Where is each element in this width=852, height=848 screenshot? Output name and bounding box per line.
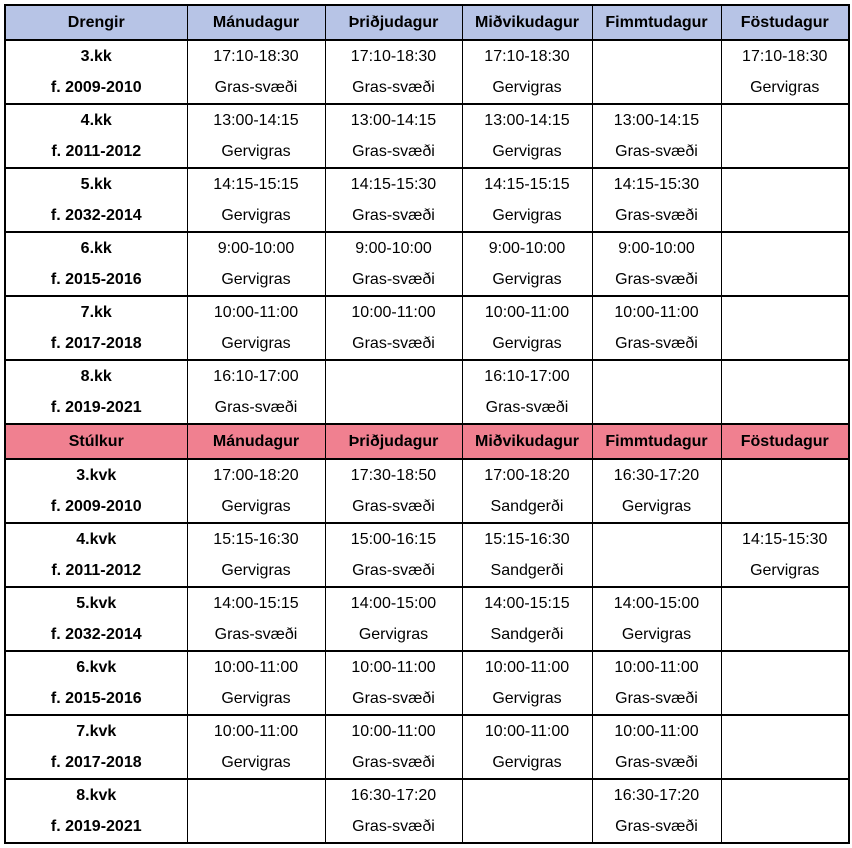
time-cell: 13:00-14:15 [187,104,325,136]
place-cell: Gras-svæði [325,555,462,587]
place-cell: Gervigras [721,555,849,587]
time-cell: 9:00-10:00 [592,232,721,264]
place-cell: Gras-svæði [325,811,462,843]
time-cell [721,104,849,136]
place-cell: Gras-svæði [325,328,462,360]
group-years: f. 2019-2021 [5,811,187,843]
place-cell: Gras-svæði [592,328,721,360]
time-cell: 10:00-11:00 [592,715,721,747]
section-title: Drengir [5,5,187,40]
location-row [5,328,849,360]
time-cell [721,360,849,392]
place-cell: Gras-svæði [592,136,721,168]
place-cell: Gervigras [187,136,325,168]
place-cell: Gras-svæði [592,683,721,715]
group-name: 7.kvk [5,715,187,747]
time-cell: 16:30-17:20 [592,779,721,811]
place-cell: Gervigras [187,328,325,360]
group-name: 4.kvk [5,523,187,555]
time-cell: 14:00-15:00 [325,587,462,619]
time-cell: 15:15-16:30 [187,523,325,555]
location-row [5,72,849,104]
time-cell: 10:00-11:00 [325,296,462,328]
place-cell [721,264,849,296]
time-cell: 15:00-16:15 [325,523,462,555]
section-title: Stúlkur [5,424,187,459]
place-cell: Gras-svæði [325,200,462,232]
group-years: f. 2019-2021 [5,392,187,424]
place-cell: Gras-svæði [325,747,462,779]
time-cell: 17:00-18:20 [187,459,325,491]
group-name: 8.kvk [5,779,187,811]
place-cell [721,136,849,168]
place-cell: Gras-svæði [325,264,462,296]
time-row [5,715,849,747]
time-cell: 14:15-15:30 [592,168,721,200]
time-cell [721,296,849,328]
time-cell [721,715,849,747]
time-cell: 10:00-11:00 [187,296,325,328]
group-name: 5.kvk [5,587,187,619]
day-header: Miðvikudagur [462,424,592,459]
place-cell: Gervigras [721,72,849,104]
time-cell [592,523,721,555]
time-row [5,587,849,619]
group-name: 6.kvk [5,651,187,683]
time-cell: 16:10-17:00 [187,360,325,392]
group-name: 4.kk [5,104,187,136]
group-name: 5.kk [5,168,187,200]
time-cell: 10:00-11:00 [325,651,462,683]
location-row [5,491,849,523]
place-cell [592,392,721,424]
day-header: Föstudagur [721,424,849,459]
location-row [5,264,849,296]
time-cell: 10:00-11:00 [592,296,721,328]
place-cell [721,811,849,843]
day-header: Mánudagur [187,5,325,40]
time-cell [721,459,849,491]
place-cell: Gervigras [462,264,592,296]
time-cell: 10:00-11:00 [187,715,325,747]
time-row [5,360,849,392]
time-row [5,232,849,264]
place-cell: Gervigras [592,491,721,523]
time-cell: 9:00-10:00 [325,232,462,264]
time-cell [721,168,849,200]
place-cell: Gras-svæði [462,392,592,424]
section-header-row [5,5,849,40]
time-cell: 13:00-14:15 [325,104,462,136]
time-row [5,523,849,555]
time-row [5,651,849,683]
time-row [5,104,849,136]
time-cell: 10:00-11:00 [325,715,462,747]
place-cell: Gervigras [187,264,325,296]
time-cell: 16:30-17:20 [325,779,462,811]
place-cell: Gervigras [462,72,592,104]
place-cell: Gervigras [187,683,325,715]
time-row [5,40,849,72]
place-cell: Gras-svæði [325,491,462,523]
time-cell [721,651,849,683]
place-cell: Gervigras [462,200,592,232]
time-row [5,296,849,328]
time-cell [325,360,462,392]
time-cell: 10:00-11:00 [187,651,325,683]
time-cell: 16:10-17:00 [462,360,592,392]
time-cell: 17:30-18:50 [325,459,462,491]
place-cell: Sandgerði [462,619,592,651]
place-cell: Gras-svæði [592,264,721,296]
day-header: Föstudagur [721,5,849,40]
place-cell: Gervigras [187,747,325,779]
training-schedule-table [4,4,850,844]
time-cell: 14:00-15:00 [592,587,721,619]
group-name: 6.kk [5,232,187,264]
time-cell: 13:00-14:15 [592,104,721,136]
location-row [5,747,849,779]
day-header: Þriðjudagur [325,5,462,40]
place-cell: Gervigras [462,328,592,360]
time-cell: 17:10-18:30 [462,40,592,72]
time-cell: 9:00-10:00 [462,232,592,264]
time-cell: 14:15-15:15 [187,168,325,200]
place-cell: Gervigras [325,619,462,651]
time-cell [721,232,849,264]
place-cell: Gras-svæði [325,683,462,715]
group-years: f. 2032-2014 [5,619,187,651]
time-cell [592,360,721,392]
location-row [5,136,849,168]
group-years: f. 2017-2018 [5,747,187,779]
time-cell: 17:00-18:20 [462,459,592,491]
time-cell [462,779,592,811]
group-years: f. 2011-2012 [5,555,187,587]
group-name: 3.kk [5,40,187,72]
place-cell: Gervigras [462,683,592,715]
time-cell: 14:15-15:30 [325,168,462,200]
place-cell: Gervigras [462,136,592,168]
place-cell [721,200,849,232]
group-name: 3.kvk [5,459,187,491]
time-cell: 14:15-15:15 [462,168,592,200]
time-row [5,168,849,200]
day-header: Fimmtudagur [592,424,721,459]
location-row [5,683,849,715]
day-header: Mánudagur [187,424,325,459]
place-cell [462,811,592,843]
time-cell: 14:00-15:15 [187,587,325,619]
day-header: Miðvikudagur [462,5,592,40]
time-cell [721,779,849,811]
time-cell [187,779,325,811]
group-years: f. 2009-2010 [5,72,187,104]
place-cell [721,392,849,424]
time-cell: 16:30-17:20 [592,459,721,491]
place-cell: Gras-svæði [187,619,325,651]
group-years: f. 2017-2018 [5,328,187,360]
time-cell: 13:00-14:15 [462,104,592,136]
location-row [5,619,849,651]
time-cell: 10:00-11:00 [592,651,721,683]
section-header-row [5,424,849,459]
time-cell: 10:00-11:00 [462,715,592,747]
location-row [5,555,849,587]
place-cell: Gras-svæði [187,72,325,104]
place-cell: Gervigras [187,555,325,587]
place-cell: Sandgerði [462,555,592,587]
location-row [5,811,849,843]
location-row [5,200,849,232]
time-cell: 9:00-10:00 [187,232,325,264]
group-years: f. 2032-2014 [5,200,187,232]
time-cell: 17:10-18:30 [325,40,462,72]
time-cell: 10:00-11:00 [462,296,592,328]
place-cell: Gervigras [462,747,592,779]
group-years: f. 2011-2012 [5,136,187,168]
place-cell: Gervigras [187,200,325,232]
location-row [5,392,849,424]
place-cell: Gras-svæði [592,747,721,779]
time-cell: 14:00-15:15 [462,587,592,619]
place-cell [721,619,849,651]
time-row [5,459,849,491]
time-cell: 14:15-15:30 [721,523,849,555]
place-cell: Gervigras [592,619,721,651]
time-cell: 10:00-11:00 [462,651,592,683]
place-cell [325,392,462,424]
day-header: Fimmtudagur [592,5,721,40]
place-cell: Sandgerði [462,491,592,523]
place-cell: Gras-svæði [592,200,721,232]
place-cell [721,491,849,523]
place-cell [721,683,849,715]
time-cell [721,587,849,619]
time-cell: 15:15-16:30 [462,523,592,555]
place-cell: Gervigras [187,491,325,523]
day-header: Þriðjudagur [325,424,462,459]
group-years: f. 2015-2016 [5,264,187,296]
place-cell [592,555,721,587]
group-name: 7.kk [5,296,187,328]
place-cell [187,811,325,843]
place-cell [592,72,721,104]
group-years: f. 2009-2010 [5,491,187,523]
place-cell: Gras-svæði [325,136,462,168]
time-row [5,779,849,811]
place-cell [721,328,849,360]
place-cell: Gras-svæði [592,811,721,843]
place-cell: Gras-svæði [187,392,325,424]
place-cell [721,747,849,779]
place-cell: Gras-svæði [325,72,462,104]
group-name: 8.kk [5,360,187,392]
group-years: f. 2015-2016 [5,683,187,715]
time-cell: 17:10-18:30 [187,40,325,72]
time-cell [592,40,721,72]
time-cell: 17:10-18:30 [721,40,849,72]
